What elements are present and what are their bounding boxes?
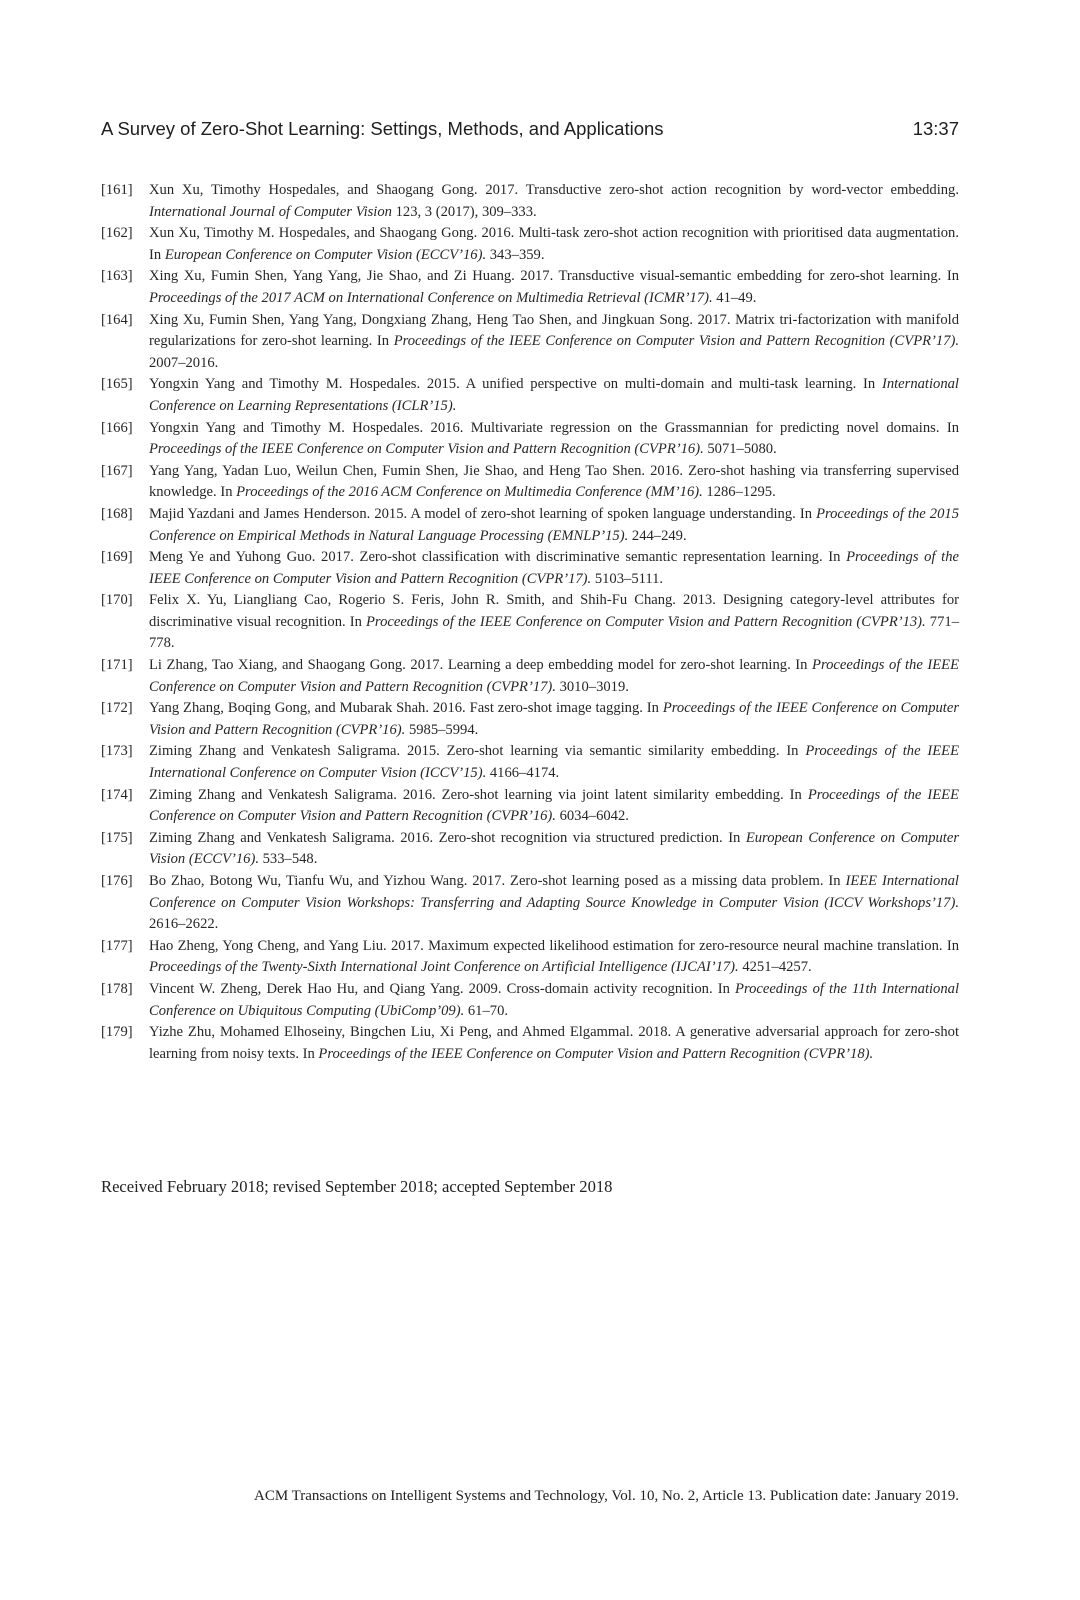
reference-item [101, 979, 959, 1022]
reference-item [101, 936, 959, 979]
reference-item [101, 374, 959, 417]
reference-authors-title: Xun Xu, Timothy Hospedales, and Shaogang Gong. 2017. Transductive zero-shot action recognition by word-vector embedding. [149, 182, 959, 198]
reference-venue: International Journal of Computer Vision [149, 203, 392, 220]
reference-pages: 4251–4257. [738, 959, 812, 976]
reference-text [149, 418, 959, 461]
reference-pages: 343–359. [486, 246, 545, 263]
reference-number: [172] [101, 700, 133, 717]
reference-venue: Proceedings of the 2015 Conference on Empirical Methods in Natural Language Processing (EMNLP’15). [149, 505, 959, 544]
reference-item [101, 655, 959, 698]
reference-item [101, 418, 959, 461]
reference-pages: 5071–5080. [703, 441, 777, 458]
reference-venue: European Conference on Computer Vision (ECCV’16). [149, 829, 960, 868]
reference-text [149, 828, 959, 871]
reference-number: [161] [101, 182, 133, 198]
reference-text [149, 266, 959, 309]
reference-pages: 2616–2622. [149, 916, 219, 933]
reference-number: [173] [101, 743, 133, 760]
reference-text [149, 374, 959, 417]
reference-venue: Proceedings of the IEEE International Conference on Computer Vision (ICCV’15). [149, 743, 959, 782]
reference-venue: Proceedings of the IEEE Conference on Computer Vision and Pattern Recognition (CVPR’16). [149, 786, 959, 825]
reference-number: [179] [101, 1024, 133, 1041]
reference-pages: 771–778. [149, 613, 959, 652]
reference-number: [175] [101, 829, 133, 846]
reference-authors-title: Yongxin Yang and Timothy M. Hospedales. 2016. Multivariate regression on the Grassmannian for predicting novel domains. In [149, 419, 959, 436]
received-dates: Received February 2018; revised September 2018; accepted September 2018 [101, 1177, 613, 1196]
reference-pages: 244–249. [628, 527, 687, 544]
reference-pages: 3010–3019. [555, 678, 629, 695]
reference-number: [176] [101, 873, 133, 889]
reference-text [149, 698, 959, 741]
reference-venue: Proceedings of the 11th International Conference on Ubiquitous Computing (UbiComp’09). [149, 980, 959, 1019]
reference-pages: 61–70. [464, 1002, 509, 1019]
reference-authors-title: Xing Xu, Fumin Shen, Yang Yang, Dongxiang Zhang, Heng Tao Shen, and Jingkuan Song. 2017. Matrix tri-factorization with manifold regularizations for zero-shot learning. In [149, 311, 959, 350]
reference-venue: Proceedings of the IEEE Conference on Computer Vision and Pattern Recognition (CVPR’16). [149, 700, 959, 738]
reference-venue: European Conference on Computer Vision (ECCV’16). [164, 246, 487, 263]
reference-authors-title: Yang Zhang, Boqing Gong, and Mubarak Shah. 2016. Fast zero-shot image tagging. In [149, 700, 663, 717]
reference-text [149, 590, 959, 655]
reference-number: [165] [101, 376, 133, 393]
reference-pages: 4166–4174. [486, 765, 560, 782]
reference-item [101, 698, 959, 741]
reference-item [101, 180, 959, 223]
reference-authors-title: Xing Xu, Fumin Shen, Yang Yang, Jie Shao, and Zi Huang. 2017. Transductive visual-semantic embedding for zero-shot learning. In [149, 268, 959, 285]
reference-number: [178] [101, 980, 133, 997]
reference-venue: Proceedings of the IEEE Conference on Computer Vision and Pattern Recognition (CVPR’17). [149, 657, 959, 695]
reference-item [101, 590, 959, 655]
reference-text [149, 979, 959, 1022]
reference-venue: Proceedings of the IEEE Conference on Computer Vision and Pattern Recognition (CVPR’16). [149, 441, 704, 458]
journal-footer: ACM Transactions on Intelligent Systems and Technology, Vol. 10, No. 2, Article 13. Publication date: January 2019. [253, 1488, 959, 1504]
reference-pages: 41–49. [712, 289, 757, 306]
reference-authors-title: Ziming Zhang and Venkatesh Saligrama. 2016. Zero-shot learning via joint latent similarity embedding. In [149, 786, 808, 803]
running-header [101, 118, 959, 140]
reference-number: [168] [101, 505, 133, 522]
reference-text [149, 871, 959, 936]
reference-text [149, 785, 959, 828]
reference-item [101, 828, 959, 871]
reference-number: [164] [101, 311, 133, 328]
reference-item [101, 741, 959, 784]
reference-venue: Proceedings of the IEEE Conference on Computer Vision and Pattern Recognition (CVPR’18). [318, 1045, 874, 1062]
reference-item [101, 547, 959, 590]
running-title: A Survey of Zero-Shot Learning: Settings, Methods, and Applications [101, 118, 664, 139]
reference-item [101, 461, 959, 504]
reference-number: [170] [101, 592, 133, 609]
reference-text [149, 741, 959, 784]
reference-venue: International Conference on Learning Representations (ICLR’15). [149, 376, 959, 414]
reference-text [149, 180, 959, 223]
reference-authors-title: Ziming Zhang and Venkatesh Saligrama. 2016. Zero-shot recognition via structured prediction. In [149, 829, 746, 846]
reference-authors-title: Yang Yang, Yadan Luo, Weilun Chen, Fumin Shen, Jie Shao, and Heng Tao Shen. 2016. Zero-shot hashing via transferring supervised knowledge. In [149, 462, 959, 501]
reference-item [101, 266, 959, 309]
reference-pages: 5985–5994. [405, 721, 479, 738]
reference-item [101, 1022, 959, 1065]
reference-venue: Proceedings of the 2016 ACM Conference on Multimedia Conference (MM’16). [236, 484, 703, 501]
reference-text [149, 223, 959, 266]
reference-venue: Proceedings of the IEEE Conference on Computer Vision and Pattern Recognition (CVPR’17). [149, 549, 959, 587]
reference-item [101, 871, 959, 936]
reference-pages: 5103–5111. [591, 570, 664, 587]
reference-number: [169] [101, 549, 133, 566]
reference-authors-title: Yongxin Yang and Timothy M. Hospedales. 2015. A unified perspective on multi-domain and multi-task learning. In [149, 376, 882, 393]
reference-number: [166] [101, 419, 133, 436]
reference-venue: Proceedings of the Twenty-Sixth International Joint Conference on Artificial Intelligence (IJCAI’17). [149, 959, 739, 976]
reference-venue: Proceedings of the IEEE Conference on Computer Vision and Pattern Recognition (CVPR’13). [366, 613, 926, 630]
reference-list [101, 180, 959, 1065]
reference-text [149, 461, 959, 504]
reference-authors-title: Yizhe Zhu, Mohamed Elhoseiny, Bingchen Liu, Xi Peng, and Ahmed Elgammal. 2018. A generative adversarial approach for zero-shot learning from noisy texts. In [149, 1024, 959, 1062]
reference-item [101, 785, 959, 828]
reference-authors-title: Hao Zheng, Yong Cheng, and Yang Liu. 2017. Maximum expected likelihood estimation for zero-resource neural machine translation. In [149, 937, 959, 954]
reference-number: [177] [101, 937, 133, 954]
reference-text [149, 936, 959, 979]
reference-text [149, 655, 959, 698]
reference-item [101, 504, 959, 547]
reference-number: [171] [101, 657, 133, 674]
reference-venue: IEEE International Conference on Computer Vision Workshops: Transferring and Adapting Source Knowledge in Computer Vision (ICCV Workshops’17). [149, 873, 959, 911]
reference-authors-title: Li Zhang, Tao Xiang, and Shaogang Gong. 2017. Learning a deep embedding model for zero-shot learning. In [149, 657, 813, 674]
reference-text [149, 547, 959, 590]
reference-venue: Proceedings of the 2017 ACM on International Conference on Multimedia Retrieval (ICMR’17). [149, 289, 713, 306]
reference-pages: 2007–2016. [149, 354, 219, 371]
reference-authors-title: Meng Ye and Yuhong Guo. 2017. Zero-shot classification with discriminative semantic representation learning. In [149, 549, 847, 566]
reference-authors-title: Felix X. Yu, Liangliang Cao, Rogerio S. Feris, John R. Smith, and Shih-Fu Chang. 2013. Designing category-level attributes for discriminative visual recognition. In [149, 592, 959, 630]
reference-authors-title: Xun Xu, Timothy M. Hospedales, and Shaogang Gong. 2016. Multi-task zero-shot action recognition with prioritised data augmentation. In [149, 225, 959, 263]
reference-pages: 6034–6042. [555, 808, 629, 825]
reference-number: [174] [101, 786, 133, 803]
reference-text [149, 504, 959, 547]
page-number: 13:37 [912, 118, 959, 139]
reference-number: [163] [101, 268, 133, 285]
reference-item [101, 310, 959, 375]
reference-pages: 1286–1295. [702, 484, 776, 501]
reference-authors-title: Vincent W. Zheng, Derek Hao Hu, and Qiang Yang. 2009. Cross-domain activity recognition. In [149, 980, 736, 997]
reference-text [149, 310, 959, 375]
reference-pages: 533–548. [258, 851, 318, 868]
reference-text [149, 1022, 959, 1065]
reference-authors-title: Ziming Zhang and Venkatesh Saligrama. 2015. Zero-shot learning via semantic similarity embedding. In [149, 743, 806, 760]
reference-number: [167] [101, 462, 133, 479]
reference-authors-title: Majid Yazdani and James Henderson. 2015. A model of zero-shot learning of spoken language understanding. In [149, 505, 817, 522]
reference-item [101, 223, 959, 266]
reference-pages: 123, 3 (2017), 309–333. [391, 203, 537, 220]
reference-venue: Proceedings of the IEEE Conference on Computer Vision and Pattern Recognition (CVPR’17). [393, 333, 959, 350]
reference-number: [162] [101, 225, 133, 242]
reference-authors-title: Bo Zhao, Botong Wu, Tianfu Wu, and Yizhou Wang. 2017. Zero-shot learning posed as a missing data problem. In [149, 873, 846, 889]
